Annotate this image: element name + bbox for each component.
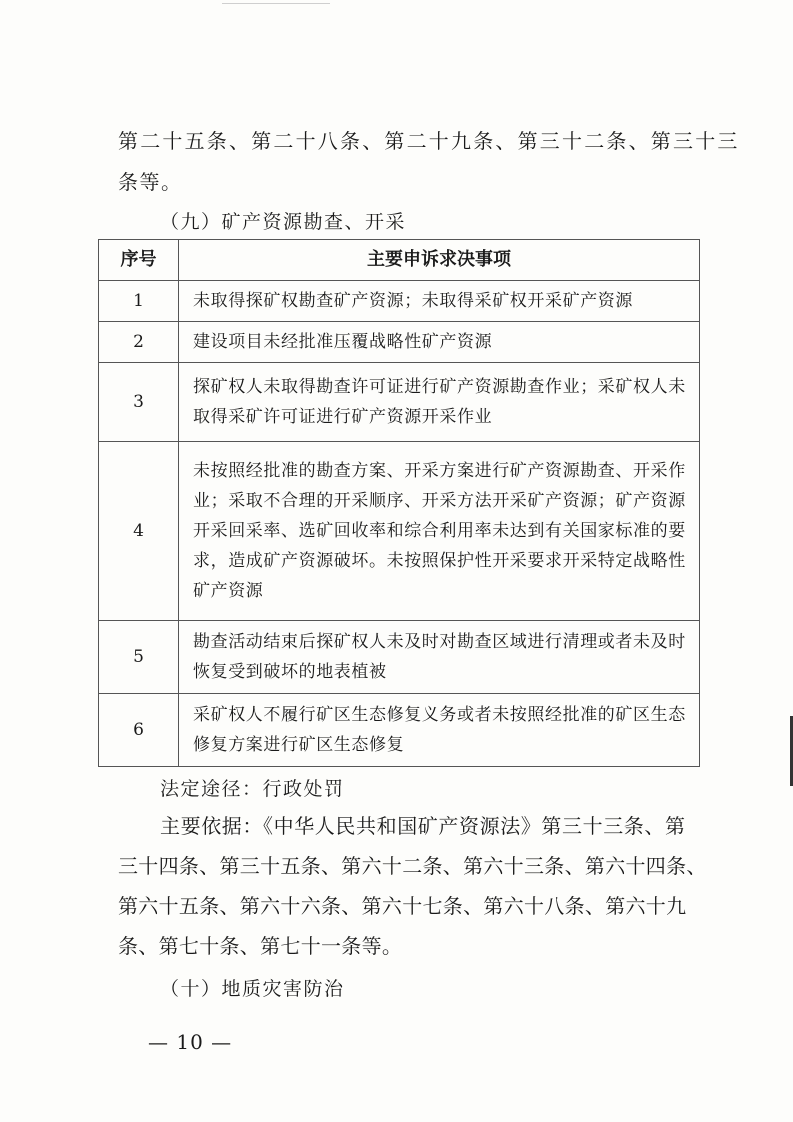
row-number: 3	[99, 363, 179, 442]
continued-text-line-2: 条等。	[118, 170, 183, 194]
table-row	[99, 322, 700, 363]
table-row	[99, 281, 700, 322]
complaint-items-table	[98, 239, 700, 767]
basis-line-4: 条、第七十条、第七十一条等。	[118, 934, 403, 958]
continued-text-line-1: 第二十五条、第二十八条、第二十九条、第三十二条、第三十三	[118, 129, 740, 153]
row-number: 2	[99, 322, 179, 363]
section-9-heading: （九）矿产资源勘查、开采	[160, 211, 407, 233]
section-10-heading: （十）地质灾害防治	[160, 978, 345, 1000]
row-number: 4	[99, 442, 179, 621]
row-text: 建设项目未经批准压覆战略性矿产资源	[179, 322, 700, 363]
basis-line-2: 三十四条、第三十五条、第六十二条、第六十三条、第六十四条、	[118, 854, 707, 878]
row-text: 探矿权人未取得勘查许可证进行矿产资源勘查作业；采矿权人未取得采矿许可证进行矿产资源开采作业	[179, 363, 700, 442]
basis-line-3: 第六十五条、第六十六条、第六十七条、第六十八条、第六十九	[118, 894, 687, 918]
table-row	[99, 621, 700, 694]
basis-line-1: 主要依据：《中华人民共和国矿产资源法》第三十三条、第	[160, 814, 686, 838]
table-row	[99, 442, 700, 621]
header-matter: 主要申诉求决事项	[179, 240, 700, 281]
row-number: 1	[99, 281, 179, 322]
row-number: 6	[99, 694, 179, 767]
row-number: 5	[99, 621, 179, 694]
page-number: — 10 —	[148, 1030, 233, 1054]
table-row	[99, 363, 700, 442]
row-text: 未取得探矿权勘查矿产资源；未取得采矿权开采矿产资源	[179, 281, 700, 322]
legal-route: 法定途径：行政处罚	[160, 778, 345, 800]
table-header-row	[99, 240, 700, 281]
table-row	[99, 694, 700, 767]
row-text: 未按照经批准的勘查方案、开采方案进行矿产资源勘查、开采作业；采取不合理的开采顺序、开采方法开采矿产资源；矿产资源开采回采率、选矿回收率和综合利用率未达到有关国家标准的要求，造成矿产资源破坏。未按照保护性开采要求开采特定战略性矿产资源	[179, 442, 700, 621]
row-text: 采矿权人不履行矿区生态修复义务或者未按照经批准的矿区生态修复方案进行矿区生态修复	[179, 694, 700, 767]
row-text: 勘查活动结束后探矿权人未及时对勘查区域进行清理或者未及时恢复受到破坏的地表植被	[179, 621, 700, 694]
header-number: 序号	[99, 240, 179, 281]
